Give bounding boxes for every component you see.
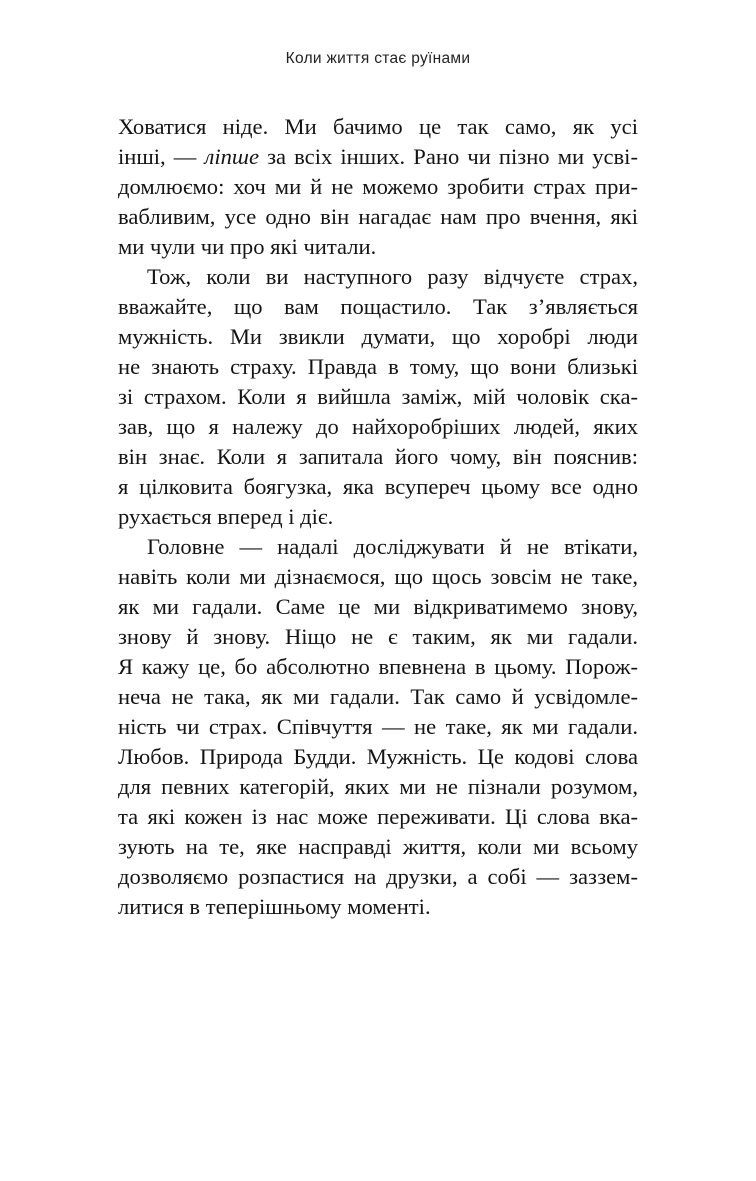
text-line: та які кожен із нас може переживати. Ці слова вка-: [118, 804, 638, 829]
paragraph-3: [118, 532, 638, 922]
text-line: литися в теперішньому моменті.: [118, 894, 431, 919]
text-fragment: за всіх інших. Рано чи пізно ми усві-: [259, 144, 638, 169]
text-line: дозволяємо розпастися на друзки, а собі — заззем-: [118, 864, 638, 889]
text-line: вважайте, що вам пощастило. Так з’являється: [118, 294, 638, 319]
text-line: Ховатися ніде. Ми бачимо це так само, як усі: [118, 114, 638, 139]
running-header: Коли життя стає руїнами: [285, 50, 471, 67]
text-line: не знають страху. Правда в тому, що вони близькі: [118, 354, 638, 379]
text-line: [118, 142, 638, 172]
text-line: Головне — надалі досліджувати й не втікати,: [147, 534, 638, 559]
text-line: навіть коли ми дізнаємося, що щось зовсім не таке,: [118, 564, 638, 589]
paragraph-2: [118, 262, 638, 532]
text-line: вабливим, усе одно він нагадає нам про вчення, які: [118, 204, 638, 229]
text-line: ність чи страх. Співчуття — не таке, як ми гадали.: [118, 714, 638, 739]
text-line: мужність. Ми звикли думати, що хоробрі люди: [118, 324, 638, 349]
text-line: Любов. Природа Будди. Мужність. Це кодові слова: [118, 744, 638, 769]
text-line: для певних категорій, яких ми не пізнали розумом,: [118, 774, 638, 799]
text-line: домлюємо: хоч ми й не можемо зробити страх при-: [118, 174, 638, 199]
text-line: зав, що я належу до найхоробріших людей, яких: [118, 414, 638, 439]
paragraph-1: [118, 112, 638, 262]
text-line: я цілковита боягузка, яка всупереч цьому все одно: [118, 474, 638, 499]
text-line: Я кажу це, бо абсолютно впевнена в цьому. Порож-: [118, 654, 638, 679]
text-fragment: інші, —: [118, 144, 205, 169]
text-line: як ми гадали. Саме це ми відкриватимемо знову,: [118, 594, 638, 619]
text-line: Тож, коли ви наступного разу відчуєте страх,: [147, 264, 638, 289]
text-line: рухається вперед і діє.: [118, 504, 334, 529]
body-text: [118, 112, 638, 922]
text-line: він знає. Коли я запитала його чому, він пояснив:: [118, 444, 638, 469]
text-line: знову й знову. Ніщо не є таким, як ми гадали.: [118, 624, 638, 649]
text-line: зують на те, яке насправді життя, коли ми всьому: [118, 834, 638, 859]
text-line: зі страхом. Коли я вийшла заміж, мій чоловік ска-: [118, 384, 638, 409]
text-line: неча не така, як ми гадали. Так само й усвідомле-: [118, 684, 638, 709]
emphasized-word: ліпше: [204, 144, 259, 169]
text-line: ми чули чи про які читали.: [118, 234, 377, 259]
